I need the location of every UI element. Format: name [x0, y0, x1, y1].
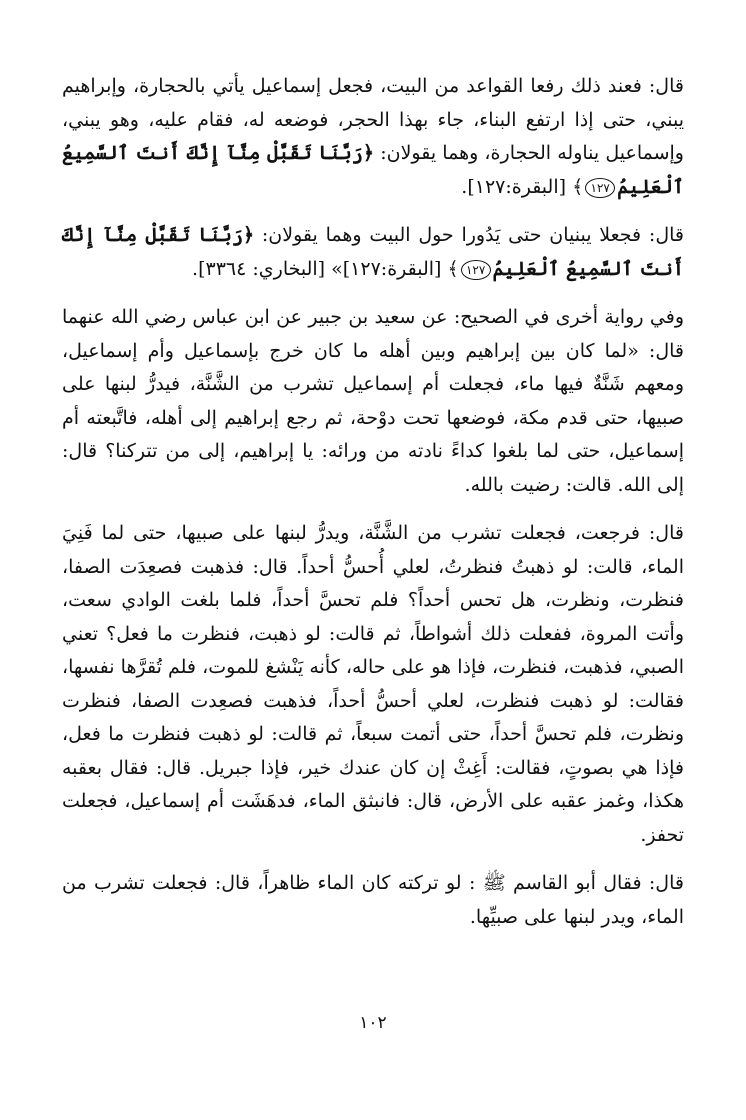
paragraph-3: وفي رواية أخرى في الصحيح: عن سعيد بن جبير عن ابن عباس رضي الله عنهما قال: «لما كان بين إبراهيم وبين أهله ما كان خرج بإسماعيل وأم إسماعيل، ومعهم شَنَّةٌ فيها ماء، فجعلت أم إسماعيل تشرب من الشَّنَّة، فيدرُّ لبنها على صبيها، حتى قدم مكة، فوضعها تحت دوْحة، ثم رجع إبراهيم إلى أهله، فاتَّبعته أم إسماعيل، حتى لما بلغوا كداءً نادته من ورائه: يا إبراهيم، إلى من تتركنا؟ قال: إلى الله. قالت: رضيت بالله.: [62, 306, 684, 496]
verse-citation: ﴾ [البقرة:١٢٧].: [461, 175, 584, 198]
quran-verse: ﴿رَبَّنَا تَقَبَّلْ مِنَّآ إِنَّكَ أَنتَ ٱلسَّمِيعُ ٱلْعَلِيمُ: [62, 224, 684, 280]
paragraph-1: [62, 70, 684, 204]
paragraph-2: [62, 219, 684, 286]
paragraph-1-text: قال: فعند ذلك رفعا القواعد من البيت، فجعل إسماعيل يأتي بالحجارة، وإبراهيم يبني، حتى إذا ارتفع البناء، جاء بهذا الحجر، فوضعه له، فقام عليه، وهو يبني، وإسماعيل يناوله الحجارة، وهما يقولان:: [62, 75, 684, 164]
page-number: ١٠٢: [359, 1013, 387, 1033]
paragraph-5: قال: فقال أبو القاسم ﷺ : لو تركته كان الماء ظاهراً، قال: فجعلت تشرب من الماء، ويدر لبنها على صبيِّها.: [62, 872, 684, 928]
paragraph-4: قال: فرجعت، فجعلت تشرب من الشَّنَّة، ويدرُّ لبنها على صبيها، حتى لما فَنِيَ الماء، قالت: لو ذهبتُ فنظرتُ، لعلي أُحسُّ أحداً. قال: فذهبت فصعِدَت الصفا، فنظرت، ونظرت، هل تحس أحداً؟ فلم تحسَّ أحداً، فلما بلغت الوادي سعت، وأتت المروة، ففعلت ذلك أشواطاً، ثم قالت: لو ذهبت، فنظرت ما فعل؟ تعني الصبي، فذهبت، فنظرت، فإذا هو على حاله، كأنه يَنْشغ للموت، فلم تُقرَّها نفسها، فقالت: لو ذهبت فنظرت، لعلي أحسُّ أحداً، فذهبت فصعِدت الصفا، فنظرت ونظرت، فلم تحسَّ أحداً، حتى أتمت سبعاً، ثم قالت: لو ذهبت فنظرت ما فعل، فإذا هي بصوتٍ، فقالت: أَغِثْ إن كان عندك خير، فإذا جبريل. قال: فقال بعقبه هكذا، وغمز عقبه على الأرض، قال: فانبثق الماء، فدهَشَت أم إسماعيل، فجعلت تحفز.: [62, 522, 684, 846]
verse-citation: ﴾ [البقرة:١٢٧]» [البخاري: ٣٣٦٤].: [192, 257, 459, 280]
quran-verse: ﴿رَبَّنَا تَقَبَّلْ مِنَّآ إِنَّكَ أَنتَ ٱلسَّمِيعُ ٱلْعَلِيمُ: [62, 142, 684, 198]
paragraph-2-text: قال: فجعلا يبنيان حتى يَدُورا حول البيت وهما يقولان:: [254, 224, 684, 246]
ayah-number-badge: ١٢٧: [585, 178, 615, 198]
ayah-number-badge: ١٢٧: [461, 260, 491, 280]
